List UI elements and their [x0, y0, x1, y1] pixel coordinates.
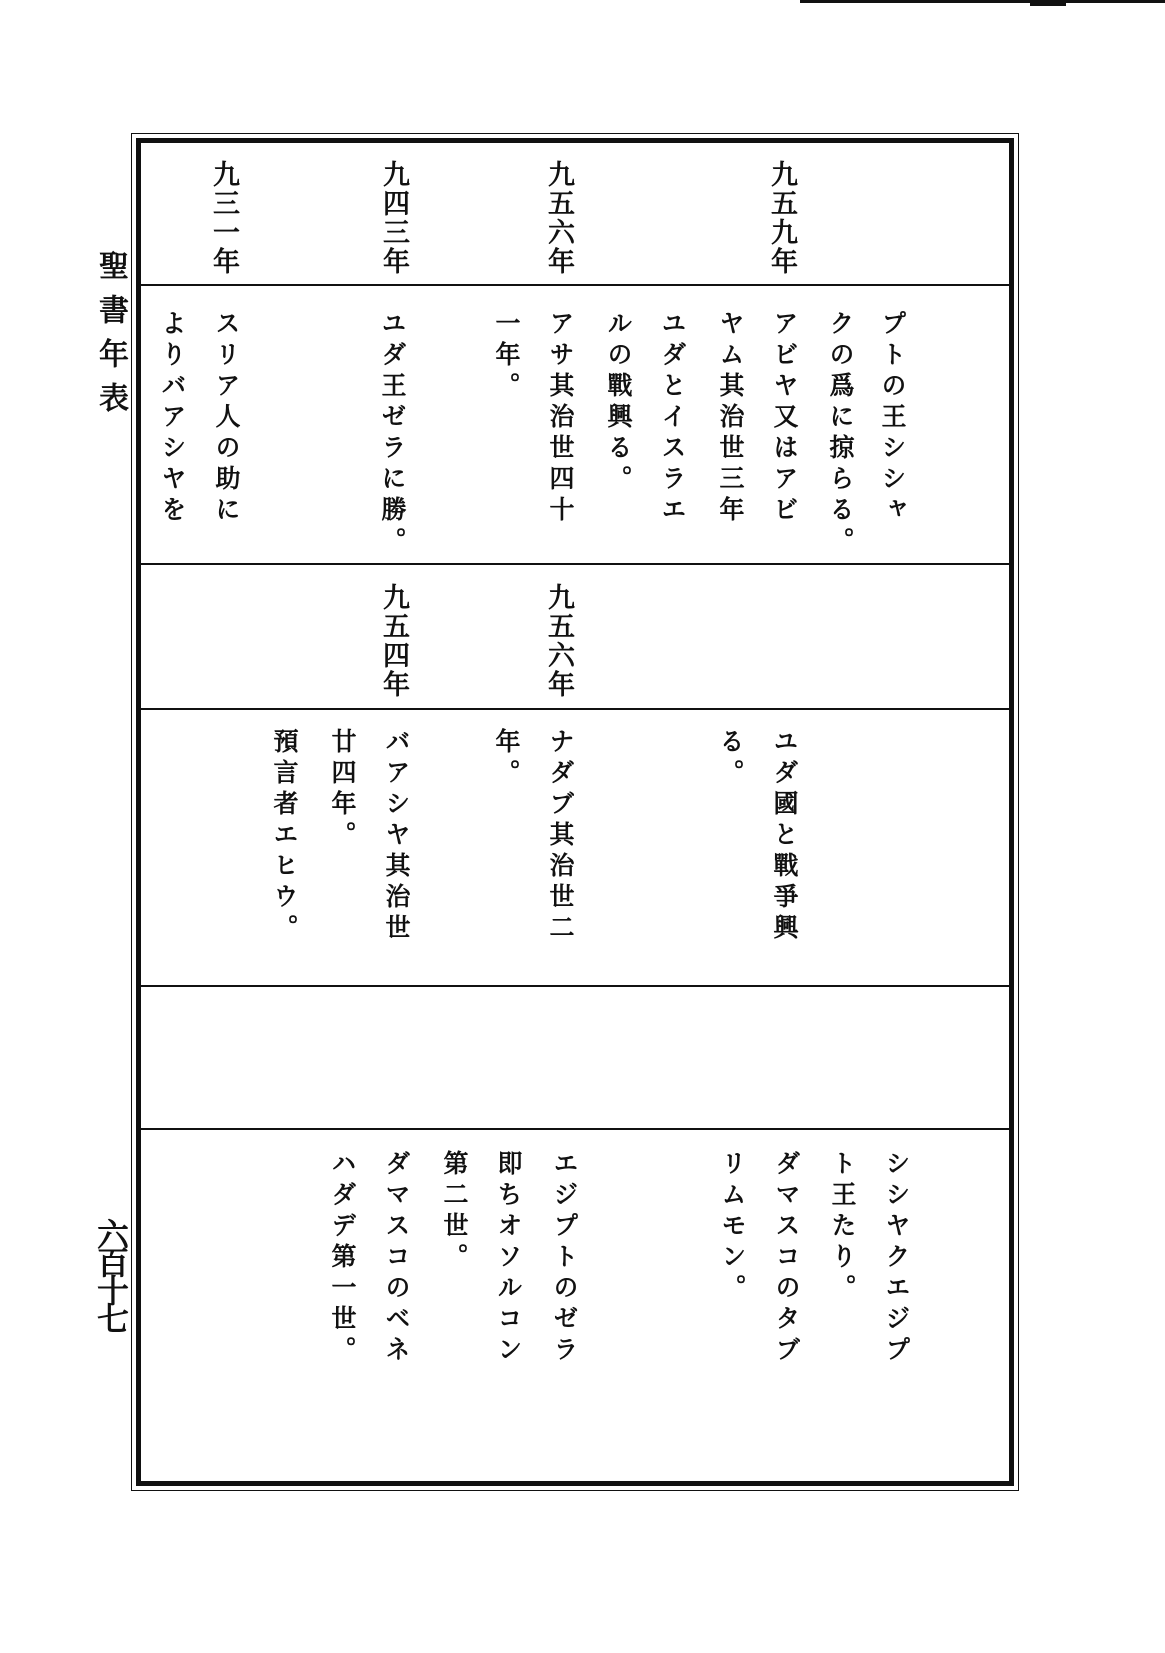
event-text: ヤム其治世三年 — [716, 310, 745, 527]
row-divider-5 — [136, 1128, 1014, 1130]
page-number: 六百十七 — [92, 1218, 130, 1330]
event-text: プトの王シシャ — [878, 310, 907, 527]
event-text: 即ちオソルコン — [494, 1150, 523, 1367]
row-divider-3 — [136, 708, 1014, 710]
event-text: ユダ國と戰爭興 — [770, 728, 799, 945]
event-text: 預言者エヒウ。 — [270, 728, 299, 945]
event-text: エジプトのゼラ — [550, 1150, 579, 1367]
event-text: 年。 — [492, 728, 521, 790]
event-text: 廿四年。 — [328, 728, 357, 852]
event-text: シシヤクエジプ — [882, 1150, 911, 1367]
year-cell: 九五四年 — [378, 583, 409, 699]
event-text: ルの戰興る。 — [604, 310, 633, 496]
event-text: よりバアシヤを — [158, 310, 187, 527]
event-text: ト王たり。 — [828, 1150, 857, 1305]
event-text: バアシヤ其治世 — [382, 728, 411, 945]
event-text: ユダとイスラエ — [658, 310, 687, 527]
side-title: 聖書年表 — [93, 250, 128, 426]
year-cell: 九五六年 — [543, 160, 574, 276]
event-text: アサ其治世四十 — [546, 310, 575, 527]
top-rule — [800, 0, 1165, 3]
year-cell: 九五六年 — [543, 583, 574, 699]
top-tab-mark — [1030, 0, 1066, 6]
event-text: リムモン。 — [718, 1150, 747, 1305]
year-cell: 九四三年 — [378, 160, 409, 276]
event-text: ハダデ第一世。 — [328, 1150, 357, 1367]
row-divider-2 — [136, 563, 1014, 565]
event-text: スリア人の助に — [212, 310, 241, 527]
event-text: 一年。 — [492, 310, 521, 403]
event-text: クの爲に掠らる。 — [826, 310, 855, 558]
event-text: 第二世。 — [440, 1150, 469, 1274]
year-cell: 九三一年 — [208, 160, 239, 276]
event-text: ユダ王ゼラに勝。 — [378, 310, 407, 558]
event-text: アビヤ又はアビ — [770, 310, 799, 527]
row-divider-1 — [136, 284, 1014, 286]
event-text: ナダブ其治世二 — [546, 728, 575, 945]
event-text: る。 — [716, 728, 745, 790]
row-divider-4 — [136, 985, 1014, 987]
event-text: ダマスコのベネ — [382, 1150, 411, 1367]
event-text: ダマスコのタブ — [772, 1150, 801, 1367]
year-cell: 九五九年 — [766, 160, 797, 276]
